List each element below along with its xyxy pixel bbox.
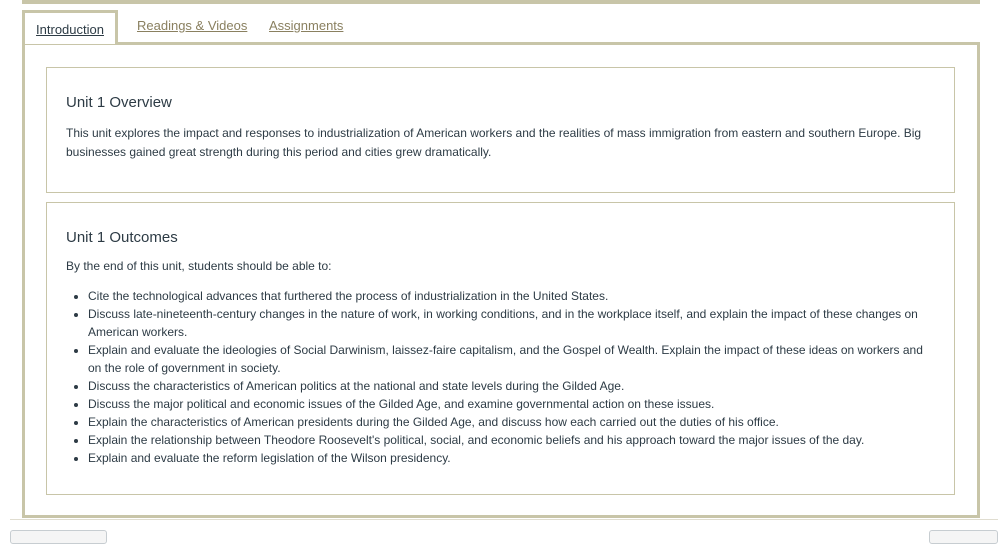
outcome-item: • Discuss the characteristics of American politics at the national and state levels during the Gilded Age. — [88, 377, 935, 395]
top-accent-bar — [22, 0, 980, 4]
overview-title: Unit 1 Overview — [66, 94, 172, 111]
outcome-item: • Cite the technological advances that furthered the process of industrialization in the United States. — [88, 287, 935, 305]
tab-bar — [22, 10, 980, 44]
tab-introduction[interactable]: Introduction — [22, 10, 118, 44]
tab-assignments[interactable]: Assignments — [269, 18, 344, 33]
overview-card — [46, 67, 955, 193]
tab-panel-introduction — [22, 42, 980, 518]
outcome-item: • Explain the characteristics of American presidents during the Gilded Age, and discuss how each carried out the duties of his office. — [88, 413, 935, 431]
outcomes-card — [46, 202, 955, 495]
previous-button[interactable] — [10, 530, 107, 544]
outcome-item: • Explain the relationship between Theodore Roosevelt's political, social, and economic beliefs and his approach toward the major issues of the day. — [88, 431, 935, 449]
overview-text: This unit explores the impact and responses to industrialization of American workers and the realities of mass immigration from eastern and southern Europe. Big businesses gained great strength during this period and cities grew dramatically. — [66, 126, 922, 159]
outcome-item: • Explain and evaluate the ideologies of Social Darwinism, laissez-faire capitalism, and the Gospel of Wealth. Explain the impact of these ideas on workers and on the role of government in society. — [88, 341, 935, 377]
outcome-item: • Explain and evaluate the reform legislation of the Wilson presidency. — [88, 449, 935, 467]
next-button[interactable] — [929, 530, 998, 544]
outcome-item: • Discuss late-nineteenth-century changes in the nature of work, in working conditions, and in the workplace itself, and explain the impact of these changes on American workers. — [88, 305, 935, 341]
footer-divider — [10, 519, 998, 520]
outcomes-lead: By the end of this unit, students should be able to: — [66, 259, 332, 273]
outcomes-list — [66, 287, 935, 467]
outcome-item: • Discuss the major political and economic issues of the Gilded Age, and examine governmental action on these issues. — [88, 395, 935, 413]
tab-readings-videos[interactable]: Readings & Videos — [137, 18, 248, 33]
outcomes-title: Unit 1 Outcomes — [66, 229, 178, 246]
